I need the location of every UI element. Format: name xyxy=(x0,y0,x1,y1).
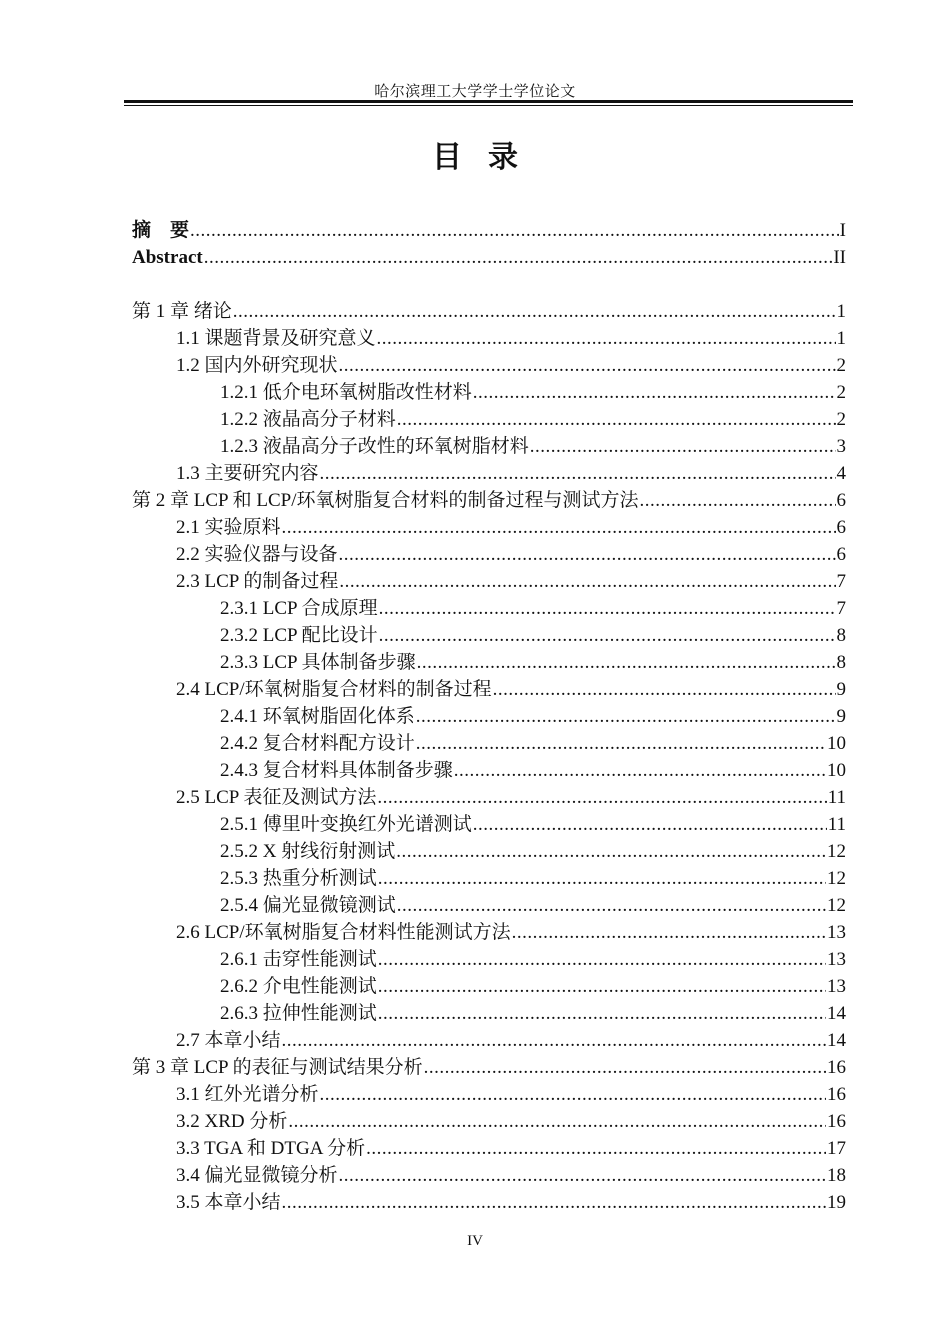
toc-entry[interactable] xyxy=(0,1108,846,1135)
toc-entry[interactable] xyxy=(0,460,846,487)
toc-dot-leader xyxy=(320,1081,826,1108)
toc-entry[interactable] xyxy=(0,676,846,703)
toc-dot-leader xyxy=(190,217,839,244)
toc-entry[interactable] xyxy=(0,811,846,838)
toc-dot-leader xyxy=(396,838,826,865)
toc-dot-leader xyxy=(512,919,826,946)
toc-dot-leader xyxy=(417,649,836,676)
toc-entry[interactable] xyxy=(0,244,846,271)
toc-dot-leader xyxy=(282,1027,826,1054)
toc-dot-leader xyxy=(377,325,836,352)
toc-entry-page: 6 xyxy=(836,544,846,565)
toc-entry[interactable] xyxy=(0,757,846,784)
toc-dot-leader xyxy=(493,676,836,703)
toc-entry-page: 16 xyxy=(827,1057,846,1078)
toc-entry[interactable] xyxy=(0,298,846,325)
toc-dot-leader xyxy=(640,487,836,514)
toc-entry-title: 第 2 章 LCP 和 LCP/环氧树脂复合材料的制备过程与测试方法 xyxy=(132,490,639,511)
toc-entry[interactable] xyxy=(0,433,846,460)
toc-entry-title: 2.4.1 环氧树脂固化体系 xyxy=(220,706,415,727)
toc-entry[interactable] xyxy=(0,622,846,649)
toc-entry-page: 8 xyxy=(836,652,846,673)
toc-entry-title: Abstract xyxy=(132,247,203,268)
toc-entry-title: 摘 要 xyxy=(132,220,190,241)
toc-entry-page: II xyxy=(833,247,846,268)
toc-entry[interactable] xyxy=(0,1189,846,1216)
toc-entry[interactable] xyxy=(0,784,846,811)
toc-entry-title: 2.5.3 热重分析测试 xyxy=(220,868,377,889)
toc-entry[interactable] xyxy=(0,541,846,568)
toc-entry[interactable] xyxy=(0,406,846,433)
toc-entry-page: 18 xyxy=(827,1165,846,1186)
toc-entry-page: I xyxy=(839,220,846,241)
toc-entry[interactable] xyxy=(0,568,846,595)
toc-entry-title: 1.2.1 低介电环氧树脂改性材料 xyxy=(220,382,472,403)
toc-dot-leader xyxy=(530,433,836,460)
toc-entry-title: 1.3 主要研究内容 xyxy=(176,463,319,484)
toc-entry-title: 2.3.2 LCP 配比设计 xyxy=(220,625,378,646)
toc-dot-leader xyxy=(378,1000,826,1027)
toc-entry[interactable] xyxy=(0,352,846,379)
toc-entry-title: 第 3 章 LCP 的表征与测试结果分析 xyxy=(132,1057,423,1078)
toc-entry-page: 7 xyxy=(836,571,846,592)
toc-dot-leader xyxy=(473,811,827,838)
toc-entry[interactable] xyxy=(0,973,846,1000)
toc-entry-title: 2.3 LCP 的制备过程 xyxy=(176,571,339,592)
toc-entry-title: 3.1 红外光谱分析 xyxy=(176,1084,319,1105)
toc-entry-page: 12 xyxy=(827,841,846,862)
toc-entry-title: 2.5.2 X 射线衍射测试 xyxy=(220,841,396,862)
toc-entry-page: 19 xyxy=(827,1192,846,1213)
toc-dot-leader xyxy=(204,244,833,271)
toc-entry-title: 3.2 XRD 分析 xyxy=(176,1111,288,1132)
toc-dot-leader xyxy=(378,946,826,973)
toc-entry-title: 2.7 本章小结 xyxy=(176,1030,281,1051)
toc-dot-leader xyxy=(379,595,836,622)
toc-entry-page: 14 xyxy=(827,1030,846,1051)
toc-dot-leader xyxy=(379,622,836,649)
toc-entry-page: 11 xyxy=(827,787,846,808)
toc-dot-leader xyxy=(378,865,826,892)
toc-entry-page: 10 xyxy=(827,760,846,781)
toc-dot-leader xyxy=(282,514,836,541)
toc-entry[interactable] xyxy=(0,1081,846,1108)
page-title: 目录 xyxy=(432,140,544,175)
header-rule-thick xyxy=(124,100,853,103)
toc-entry-title: 2.5.4 偏光显微镜测试 xyxy=(220,895,396,916)
toc-entry[interactable] xyxy=(0,379,846,406)
toc-entry[interactable] xyxy=(0,487,846,514)
toc-dot-leader xyxy=(416,703,836,730)
toc-entry[interactable] xyxy=(0,730,846,757)
toc-entry[interactable] xyxy=(0,325,846,352)
toc-entry[interactable] xyxy=(0,838,846,865)
toc-entry-title: 2.1 实验原料 xyxy=(176,517,281,538)
toc-dot-leader xyxy=(377,784,826,811)
toc-entry-page: 12 xyxy=(827,895,846,916)
toc-entry-title: 3.3 TGA 和 DTGA 分析 xyxy=(176,1138,366,1159)
toc-entry-page: 16 xyxy=(827,1084,846,1105)
toc-entry-page: 11 xyxy=(827,814,846,835)
toc-entry[interactable] xyxy=(0,1135,846,1162)
toc-entry-title: 2.4.3 复合材料具体制备步骤 xyxy=(220,760,453,781)
toc-entry-page: 14 xyxy=(827,1003,846,1024)
toc-entry[interactable] xyxy=(0,217,846,244)
running-header: 哈尔滨理工大学学士学位论文 xyxy=(374,84,576,100)
toc-entry[interactable] xyxy=(0,892,846,919)
toc-entry-title: 3.4 偏光显微镜分析 xyxy=(176,1165,338,1186)
toc-entry-title: 2.2 实验仪器与设备 xyxy=(176,544,338,565)
toc-dot-leader xyxy=(339,541,836,568)
toc-entry-title: 2.5.1 傅里叶变换红外光谱测试 xyxy=(220,814,472,835)
toc-entry-page: 8 xyxy=(836,625,846,646)
table-of-contents xyxy=(0,217,950,1216)
toc-entry-page: 6 xyxy=(836,517,846,538)
toc-entry[interactable] xyxy=(0,919,846,946)
toc-entry-page: 13 xyxy=(827,976,846,997)
toc-entry-page: 9 xyxy=(836,679,846,700)
toc-entry-page: 7 xyxy=(836,598,846,619)
toc-entry-title: 2.6.3 拉伸性能测试 xyxy=(220,1003,377,1024)
toc-entry-title: 2.3.3 LCP 具体制备步骤 xyxy=(220,652,416,673)
toc-entry-title: 2.6 LCP/环氧树脂复合材料性能测试方法 xyxy=(176,922,511,943)
toc-entry-title: 1.1 课题背景及研究意义 xyxy=(176,328,376,349)
toc-entry[interactable] xyxy=(0,865,846,892)
toc-entry-title: 3.5 本章小结 xyxy=(176,1192,281,1213)
toc-entry-page: 10 xyxy=(827,733,846,754)
toc-entry[interactable] xyxy=(0,1162,846,1189)
toc-entry-title: 2.6.1 击穿性能测试 xyxy=(220,949,377,970)
toc-entry-page: 2 xyxy=(836,382,846,403)
toc-entry-page: 1 xyxy=(836,301,846,322)
toc-entry-title: 2.5 LCP 表征及测试方法 xyxy=(176,787,377,808)
toc-entry-page: 6 xyxy=(836,490,846,511)
toc-dot-leader xyxy=(339,1162,826,1189)
toc-dot-leader xyxy=(320,460,836,487)
toc-entry-page: 2 xyxy=(836,355,846,376)
toc-entry-title: 1.2 国内外研究现状 xyxy=(176,355,338,376)
toc-entry-title: 2.4.2 复合材料配方设计 xyxy=(220,733,415,754)
header-rule-thin xyxy=(124,105,853,106)
toc-dot-leader xyxy=(366,1135,826,1162)
toc-dot-leader xyxy=(288,1108,826,1135)
toc-entry-page: 2 xyxy=(836,409,846,430)
toc-entry-page: 16 xyxy=(827,1111,846,1132)
toc-entry[interactable] xyxy=(0,1000,846,1027)
toc-dot-leader xyxy=(397,406,836,433)
toc-entry[interactable] xyxy=(0,1054,846,1081)
toc-entry-page: 9 xyxy=(836,706,846,727)
toc-entry[interactable] xyxy=(0,1027,846,1054)
toc-entry[interactable] xyxy=(0,595,846,622)
toc-dot-leader xyxy=(233,298,836,325)
toc-entry-title: 第 1 章 绪论 xyxy=(132,301,232,322)
toc-entry-page: 4 xyxy=(836,463,846,484)
toc-entry-title: 1.2.3 液晶高分子改性的环氧树脂材料 xyxy=(220,436,529,457)
toc-dot-leader xyxy=(339,352,836,379)
toc-entry-page: 3 xyxy=(836,436,846,457)
toc-entry-title: 2.4 LCP/环氧树脂复合材料的制备过程 xyxy=(176,679,492,700)
toc-entry-page: 12 xyxy=(827,868,846,889)
toc-entry[interactable] xyxy=(0,514,846,541)
toc-dot-leader xyxy=(424,1054,826,1081)
toc-dot-leader xyxy=(397,892,826,919)
toc-dot-leader xyxy=(454,757,826,784)
toc-entry-page: 13 xyxy=(827,922,846,943)
toc-entry-title: 2.3.1 LCP 合成原理 xyxy=(220,598,378,619)
toc-entry-page: 13 xyxy=(827,949,846,970)
toc-dot-leader xyxy=(378,973,826,1000)
page-number: IV xyxy=(467,1233,483,1249)
toc-entry[interactable] xyxy=(0,649,846,676)
toc-dot-leader xyxy=(282,1189,826,1216)
toc-dot-leader xyxy=(416,730,826,757)
toc-entry-title: 1.2.2 液晶高分子材料 xyxy=(220,409,396,430)
toc-entry-page: 1 xyxy=(836,328,846,349)
toc-dot-leader xyxy=(339,568,835,595)
toc-dot-leader xyxy=(473,379,836,406)
toc-entry-title: 2.6.2 介电性能测试 xyxy=(220,976,377,997)
toc-entry[interactable] xyxy=(0,946,846,973)
toc-entry-page: 17 xyxy=(827,1138,846,1159)
toc-entry[interactable] xyxy=(0,703,846,730)
